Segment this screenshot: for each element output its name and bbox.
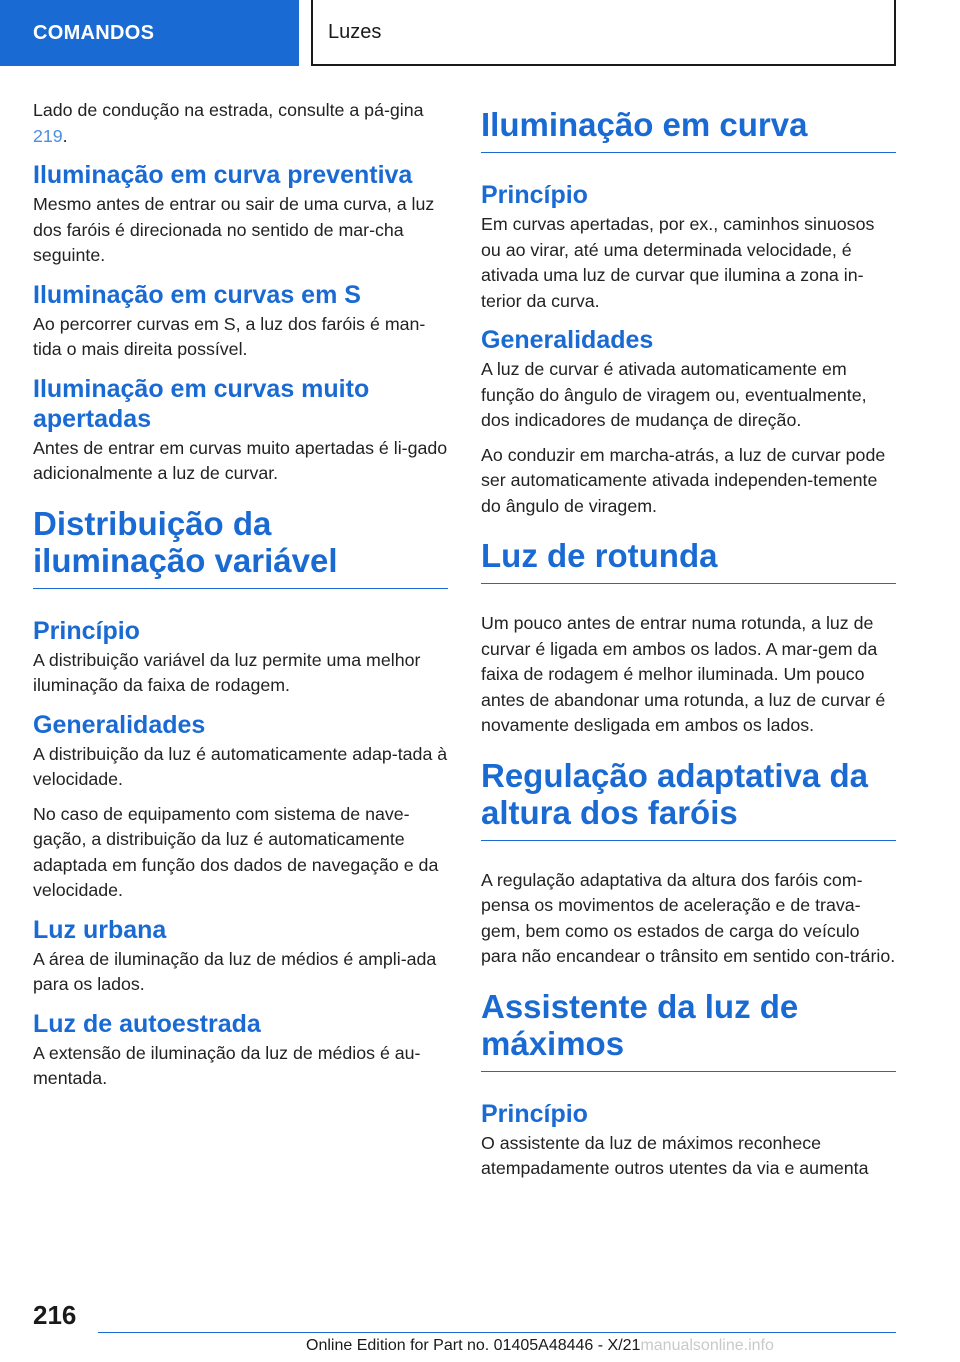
heading-high-beam-assistant: Assistente da luz de máximos [481,988,896,1072]
chapter-label: Luzes [328,20,382,43]
section-tab[interactable] [0,0,299,66]
heading-s-curves: Iluminação em curvas em S [33,280,361,309]
heading-urban-light: Luz urbana [33,915,167,944]
paragraph-urban-light: A área de iluminação da luz de médios é ampli-ada para os lados. [33,948,437,994]
heading-principle: Princípio [33,616,140,645]
paragraph-general-curve-1: A luz de curvar é ativada automaticamente em função do ângulo de viragem ou, eventualmente, dos indicadores de mudança de direção. [481,359,867,430]
heading-general: Generalidades [33,710,206,739]
paragraph-roundabout-light: Um pouco antes de entrar numa rotunda, a luz de curvar é ligada em ambos os lados. A mar-gem da faixa de rodagem é melhor iluminada. Um pouco antes de abandonar uma rotunda, a luz de curvar é novamente desligada em ambos os lados. [481,613,886,735]
heading-motorway-light: Luz de autoestrada [33,1009,261,1038]
watermark-brand: manualsonline.info [640,1337,774,1354]
heading-variable-light-distribution: Distribuição da iluminação variável [33,505,448,589]
paragraph-principle-high-beam: O assistente da luz de máximos reconhece atempadamente outros utentes da via e aumenta [481,1132,869,1178]
heading-curve-lighting: Iluminação em curva [481,106,896,153]
paragraph-principle-curve: Em curvas apertadas, por ex., caminhos sinuosos ou ao virar, até uma determinada velocidade, é ativada uma luz de curvar que ilumina a zona in-terior da curva. [481,214,875,311]
paragraph-s-curves: Ao percorrer curvas em S, a luz dos faróis é man-tida o mais direita possível. [33,313,426,359]
paragraph-general-2: No caso de equipamento com sistema de nave-gação, a distribuição da luz é automaticamente adaptada em função dos dados de navegação e da velocidade. [33,803,439,900]
paragraph-general-1: A distribuição da luz é automaticamente adap-tada à velocidade. [33,743,448,789]
heading-preventive-curve-lighting: Iluminação em curva preventiva [33,161,413,189]
paragraph-preventive-curve-lighting: Mesmo antes de entrar ou sair de uma curva, a luz dos faróis é direcionada no sentido de mar-cha seguinte. [33,194,435,265]
section-label: COMANDOS [33,21,155,44]
paragraph-motorway-light: A extensão de iluminação da luz de médios é au-mentada. [33,1042,421,1088]
paragraph-tight-curves: Antes de entrar em curvas muito apertadas é li-gado adicionalmente a luz de curvar. [33,437,448,483]
footer-divider [98,1332,896,1333]
intro-paragraph: Lado de condução na estrada, consulte a pá-gina 219. [33,100,424,146]
page-header [0,0,960,66]
heading-roundabout-light: Luz de rotunda [481,537,896,584]
heading-adaptive-headlight-range: Regulação adaptativa da altura dos faróis [481,757,896,841]
page-number: 216 [33,1300,77,1330]
heading-principle-curve: Princípio [481,181,588,209]
heading-principle-high-beam: Princípio [481,1099,588,1128]
paragraph-adaptive-headlight-range: A regulação adaptativa da altura dos faróis com-pensa os movimentos de aceleração e de trava-gem, bem como os estados de carga do veículo para não encandear o trânsito em sentido con-trário. [481,869,896,966]
page-reference-link[interactable]: 219 [33,125,63,146]
heading-general-curve: Generalidades [481,326,654,354]
paragraph-general-curve-2: Ao conduzir em marcha-atrás, a luz de curvar pode ser automaticamente ativada independen-temente do ângulo de viragem. [481,444,886,516]
heading-tight-curves: Iluminação em curvas muito apertadas [33,374,370,433]
edition-text: Online Edition for Part no. 01405A48446 - X/21 [306,1337,641,1354]
footer-edition [306,1337,774,1355]
left-column [33,98,448,1101]
right-column [481,98,896,1191]
paragraph-principle: A distribuição variável da luz permite uma melhor iluminação da faixa de rodagem. [33,649,421,695]
chapter-box [311,0,896,66]
